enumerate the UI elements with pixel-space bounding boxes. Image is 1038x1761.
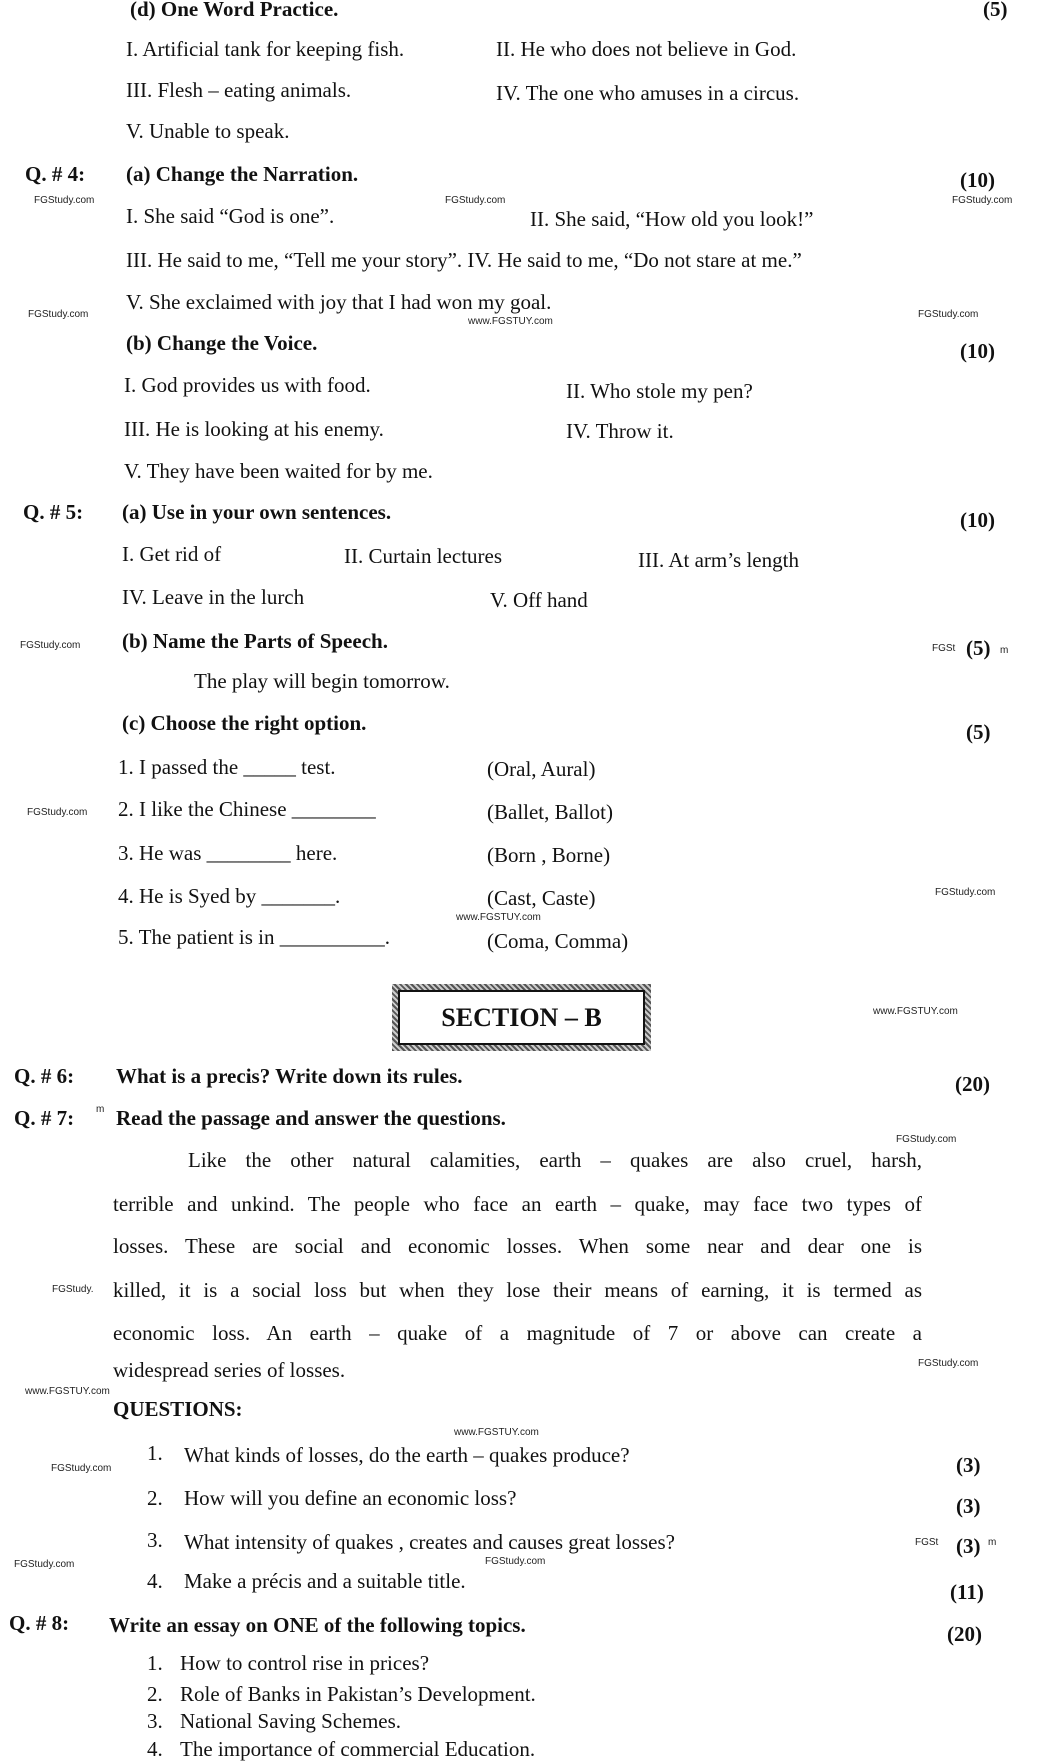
q4b-title: (b) Change the Voice. [126,331,318,355]
list-item: III. He said to me, “Tell me your story”. IV. He said to me, “Do not stare at me.” [126,248,802,272]
q4a-marks: (10) [960,168,995,192]
list-item: IV. Throw it. [566,419,674,443]
site-watermark: FGStudy.com [28,309,89,320]
question-text: How will you define an economic loss? [184,1486,517,1510]
question-number: 2. [147,1486,163,1510]
topic-number: 1. [147,1651,163,1675]
m-watermark: m [1000,645,1009,656]
section-b-banner [392,984,651,1051]
site-url-watermark: www.FGSTUY.com [454,1427,539,1438]
q4b-marks: (10) [960,339,995,363]
passage-line: widespread series of losses. [113,1358,346,1382]
q5a-marks: (10) [960,508,995,532]
q5b-title: (b) Name the Parts of Speech. [122,629,388,653]
passage-line: losses. These are social and economic losses. When some near and dear one is [113,1234,922,1258]
q7-text: Read the passage and answer the questions. [116,1106,506,1130]
topic-number: 2. [147,1682,163,1706]
list-item: IV. The one who amuses in a circus. [496,81,800,105]
q8-marks: (20) [947,1622,982,1646]
list-item: II. He who does not believe in God. [496,37,797,61]
site-url-watermark: www.FGSTUY.com [468,316,553,327]
site-watermark: FGStudy.com [896,1134,957,1145]
question-marks: (11) [950,1580,984,1604]
passage-line: terrible and unkind. The people who face an earth – quake, may face two types of [113,1192,922,1216]
site-watermark: FGStudy.com [27,807,88,818]
q5c-marks: (5) [966,720,991,744]
question-number: 1. [147,1441,163,1465]
list-item: V. She exclaimed with joy that I had won my goal. [126,290,552,314]
option-question: 5. The patient is in __________. [118,925,391,949]
question-label: Q. # 4: [25,162,86,186]
list-item: I. She said “God is one”. [126,204,335,228]
m-watermark: m [96,1104,105,1115]
list-item: II. Curtain lectures [344,544,503,568]
topic-text: National Saving Schemes. [180,1709,402,1733]
questions-heading: QUESTIONS: [113,1397,243,1421]
list-item: II. Who stole my pen? [566,379,753,403]
passage-line: economic loss. An earth – quake of a magnitude of 7 or above can create a [113,1321,922,1345]
section-d-title: (d) One Word Practice. [130,0,339,21]
question-marks: (3) [956,1534,981,1558]
passage-line: Like the other natural calamities, earth – quakes are also cruel, harsh, [188,1148,922,1172]
q6-text: What is a precis? Write down its rules. [116,1064,463,1088]
question-number: 4. [147,1569,163,1593]
topic-number: 4. [147,1737,163,1761]
option-choices: (Ballet, Ballot) [487,800,613,824]
question-text: What intensity of quakes , creates and causes great losses? [184,1530,675,1554]
q5c-title: (c) Choose the right option. [122,711,367,735]
passage-line: killed, it is a social loss but when they lose their means of earning, it is termed as [113,1278,922,1302]
m-watermark: m [988,1537,997,1548]
question-marks: (3) [956,1494,981,1518]
option-choices: (Oral, Aural) [487,757,596,781]
fgst-watermark: FGSt [932,643,956,654]
site-url-watermark: www.FGSTUY.com [873,1006,958,1017]
topic-text: How to control rise in prices? [180,1651,430,1675]
list-item: V. They have been waited for by me. [124,459,433,483]
site-watermark: FGStudy.com [445,195,506,206]
topic-number: 3. [147,1709,163,1733]
question-label: Q. # 6: [14,1064,75,1088]
site-watermark: FGStudy.com [918,309,979,320]
list-item: I. Get rid of [122,542,222,566]
option-choices: (Born , Borne) [487,843,611,867]
question-label: Q. # 5: [23,500,84,524]
q5b-sentence: The play will begin tomorrow. [194,669,450,693]
option-question: 4. He is Syed by _______. [118,884,341,908]
list-item: III. Flesh – eating animals. [126,78,352,102]
fgst-watermark: FGSt [915,1537,939,1548]
list-item: III. He is looking at his enemy. [124,417,384,441]
question-text: What kinds of losses, do the earth – quakes produce? [184,1443,630,1467]
q5b-marks: (5) [966,636,991,660]
q4a-title: (a) Change the Narration. [126,162,359,186]
option-choices: (Coma, Comma) [487,929,629,953]
option-question: 1. I passed the _____ test. [118,755,336,779]
question-number: 3. [147,1528,163,1552]
list-item: II. She said, “How old you look!” [530,207,814,231]
q6-marks: (20) [955,1072,990,1096]
topic-text: The importance of commercial Education. [180,1737,536,1761]
site-watermark: FGStudy.com [952,195,1013,206]
site-watermark: FGStudy.com [51,1463,112,1474]
site-watermark: FGStudy.com [34,195,95,206]
section-b-title: SECTION – B [398,990,645,1045]
list-item: V. Unable to speak. [126,119,290,143]
site-watermark: FGStudy.com [935,887,996,898]
question-label: Q. # 7: [14,1106,75,1130]
question-label: Q. # 8: [9,1611,70,1635]
option-question: 2. I like the Chinese ________ [118,797,376,821]
site-watermark: FGStudy.com [918,1358,979,1369]
topic-text: Role of Banks in Pakistan’s Development. [180,1682,536,1706]
site-url-watermark: www.FGSTUY.com [456,912,541,923]
site-watermark: FGStudy.com [485,1556,546,1567]
list-item: I. Artificial tank for keeping fish. [126,37,405,61]
option-choices: (Cast, Caste) [487,886,596,910]
site-watermark: FGStudy.com [20,640,81,651]
section-d-marks: (5) [983,0,1008,21]
site-watermark: FGStudy.com [14,1559,75,1570]
site-watermark: FGStudy. [52,1284,94,1295]
q5a-title: (a) Use in your own sentences. [122,500,392,524]
list-item: IV. Leave in the lurch [122,585,305,609]
question-text: Make a précis and a suitable title. [184,1569,466,1593]
q8-text: Write an essay on ONE of the following topics. [109,1613,526,1637]
question-marks: (3) [956,1453,981,1477]
list-item: III. At arm’s length [638,548,799,572]
list-item: V. Off hand [490,588,588,612]
option-question: 3. He was ________ here. [118,841,338,865]
list-item: I. God provides us with food. [124,373,371,397]
site-url-watermark: www.FGSTUY.com [25,1386,110,1397]
